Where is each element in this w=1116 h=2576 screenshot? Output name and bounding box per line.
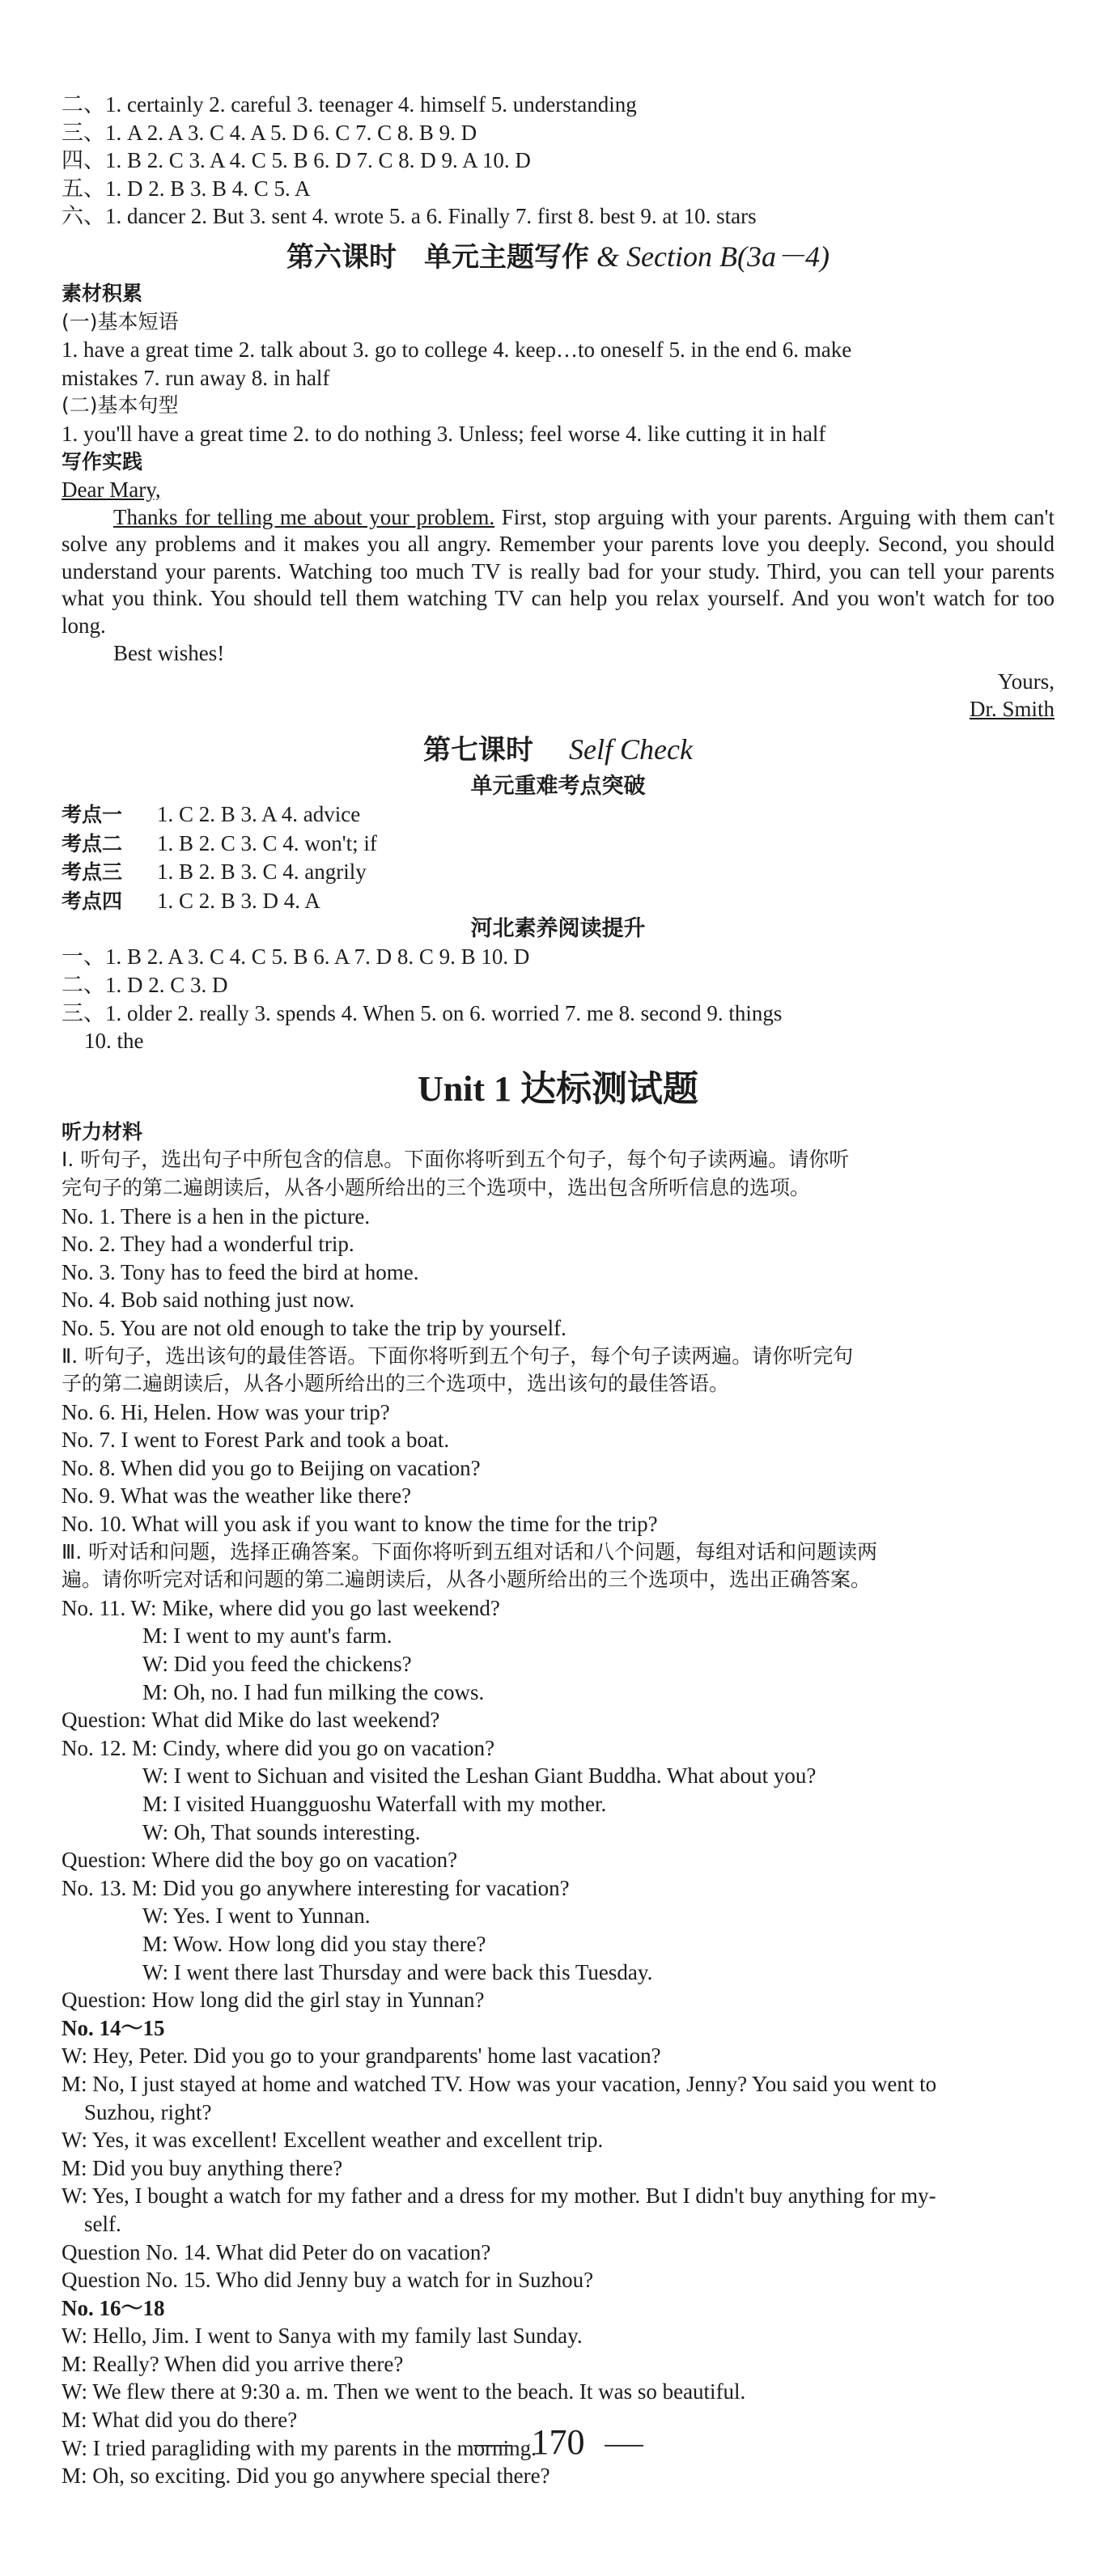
dialogue-line: M: Really? When did you arrive there?: [62, 2351, 404, 2376]
answer-line: 六、1. dancer 2. But 3. sent 4. wrote 5. a 6. Finally 7. first 8. best 9. at 10. stars: [62, 204, 757, 229]
dialogue-line: Question: How long did the girl stay in Yunnan?: [62, 1988, 485, 2013]
hebei-header: 河北素养阅读提升: [470, 916, 646, 942]
dialogue-line: M: I visited Huangguoshu Waterfall with my mother.: [142, 1792, 607, 1816]
listening-item: No. 8. When did you go to Beijing on vacation?: [62, 1455, 481, 1480]
listening-item: No. 3. Tony has to feed the bird at home.: [62, 1259, 419, 1284]
letter-body: [62, 504, 1054, 640]
answer-line: 一、1. B 2. A 3. C 4. C 5. B 6. A 7. D 8. C 9. B 10. D: [62, 944, 530, 970]
listening-item: No. 6. Hi, Helen. How was your trip?: [62, 1399, 390, 1424]
key-points-list: [62, 800, 1054, 915]
section-3-title: Ⅲ. 听对话和问题，选择正确答案。下面你将听到五组对话和八个问题，每组对话和问题读两: [62, 1539, 878, 1564]
dialogue-line: M: What did you do there?: [62, 2408, 298, 2433]
hebei-answers: [62, 943, 1054, 1055]
dialogue-line: M: Did you buy anything there?: [62, 2155, 343, 2180]
dialogue-line: W: Hello, Jim. I went to Sanya with my family last Sunday.: [62, 2323, 583, 2349]
key-point-answers: 1. C 2. B 3. A 4. advice: [157, 802, 361, 826]
dialogue-line: Question: What did Mike do last weekend?: [62, 1708, 440, 1733]
lesson-7-title: [62, 732, 1054, 768]
listening-header: 听力材料: [62, 1119, 143, 1144]
lesson-7-title-en: Self Check: [569, 733, 693, 766]
phrases-line: 1. have a great time 2. talk about 3. go to college 4. keep…to oneself 5. in the end 6. make: [62, 337, 852, 363]
letter-salutation: Dear Mary,: [62, 477, 161, 503]
phrases-line: mistakes 7. run away 8. in half: [62, 365, 330, 390]
dialogue-group-label: No. 14～15: [62, 2015, 165, 2040]
dialogue-line: W: We flew there at 9:30 a. m. Then we went to the beach. It was so beautiful.: [62, 2379, 746, 2404]
dialogue-line: No. 12. M: Cindy, where did you go on vacation?: [62, 1735, 495, 1760]
dialogue-line: W: Hey, Peter. Did you go to your grandparents' home last vacation?: [62, 2043, 661, 2069]
dialogue-line: No. 11. W: Mike, where did you go last weekend?: [62, 1595, 500, 1620]
key-point-row: [62, 830, 1054, 859]
key-points-header: 单元重难考点突破: [470, 774, 646, 799]
listening-item: No. 9. What was the weather like there?: [62, 1483, 412, 1509]
section-2-title: 子的第二遍朗读后，从各小题所给出的三个选项中，选出该句的最佳答语。: [62, 1372, 730, 1396]
answer-line: 五、1. D 2. B 3. B 4. C 5. A: [62, 176, 311, 201]
key-point-row: [62, 800, 1054, 830]
key-point-answers: 1. C 2. B 3. D 4. A: [157, 888, 320, 913]
section-2-items: [62, 1398, 1054, 1538]
letter-sign-yours: Yours,: [997, 668, 1054, 694]
listening-item: No. 10. What will you ask if you want to know the time for the trip?: [62, 1512, 658, 1537]
answer-line: 四、1. B 2. C 3. A 4. C 5. B 6. D 7. C 8. D 9. A 10. D: [62, 148, 531, 173]
key-point-label: 考点二: [62, 831, 123, 855]
dialogue-line: Question No. 15. Who did Jenny buy a watch for in Suzhou?: [62, 2268, 594, 2293]
section-1-items: [62, 1203, 1054, 1343]
dialogue-line: W: Yes, I bought a watch for my father and a dress for my mother. But I didn't buy anything for my-: [62, 2183, 936, 2209]
page-number-text: 170: [531, 2422, 585, 2462]
section-1-title: 完句子的第二遍朗读后，从各小题所给出的三个选项中，选出包含所听信息的选项。: [62, 1175, 811, 1199]
letter-closing: Best wishes!: [113, 641, 225, 666]
key-point-row: [62, 858, 1054, 887]
key-point-row: [62, 887, 1054, 916]
listening-item: No. 2. They had a wonderful trip.: [62, 1232, 354, 1257]
dialogue-line: Suzhou, right?: [84, 2099, 212, 2124]
key-point-label: 考点三: [62, 860, 123, 885]
unit-title: Unit 1 达标测试题: [417, 1068, 699, 1109]
dialogue-line: M: No, I just stayed at home and watched TV. How was your vacation, Jenny? You said you went to: [62, 2071, 937, 2096]
dialogue-group-label: No. 16～18: [62, 2295, 165, 2320]
answer-line: 三、1. older 2. really 3. spends 4. When 5. on 6. worried 7. me 8. second 9. things: [62, 1000, 783, 1025]
page-number: [0, 2420, 1116, 2465]
dialogue-line: W: Oh, That sounds interesting.: [142, 1819, 421, 1844]
lesson-6-title-cn: 第六课时 单元主题写作: [286, 240, 590, 274]
letter-body-underlined: Thanks for telling me about your problem.: [113, 504, 495, 529]
key-point-label: 考点四: [62, 889, 123, 913]
listening-item: No. 7. I went to Forest Park and took a boat.: [62, 1428, 450, 1453]
dialogue-line: self.: [84, 2211, 121, 2236]
letter-sign-name: Dr. Smith: [969, 697, 1054, 722]
dialogue-line: Question: Where did the boy go on vacation?: [62, 1848, 458, 1873]
listening-item: No. 4. Bob said nothing just now.: [62, 1288, 355, 1313]
section-1-title: Ⅰ. 听句子，选出句子中所包含的信息。下面你将听到五个句子，每个句子读两遍。请你听: [62, 1148, 850, 1172]
key-point-label: 考点一: [62, 803, 123, 826]
dialogue-line: M: I went to my aunt's farm.: [142, 1623, 393, 1649]
dialogue-line: W: I went to Sichuan and visited the Leshan Giant Buddha. What about you?: [142, 1763, 817, 1789]
lesson-7-title-cn: 第七课时: [423, 734, 534, 766]
lesson-6-title: [62, 239, 1054, 275]
dialogue-line: M: Oh, no. I had fun milking the cows.: [142, 1679, 485, 1704]
page-number-dash: [473, 2445, 512, 2447]
writing-header: 写作实践: [62, 449, 143, 473]
dialogue-line: No. 13. M: Did you go anywhere interesting for vacation?: [62, 1875, 570, 1900]
answers-block-1: [62, 91, 1054, 231]
section-2-title: Ⅱ. 听句子，选出该句的最佳答语。下面你将听到五个句子，每个句子读两遍。请你听完句: [62, 1343, 854, 1368]
section-3-title: 遍。请你听完对话和问题的第二遍朗读后，从各小题所给出的三个选项中，选出正确答案。: [62, 1568, 872, 1592]
sentences-line: 1. you'll have a great time 2. to do nothing 3. Unless; feel worse 4. like cutting it in half: [62, 421, 826, 446]
key-point-answers: 1. B 2. B 3. C 4. angrily: [157, 859, 367, 885]
sentences-header: (二)基本句型: [62, 393, 179, 418]
listening-item: No. 5. You are not old enough to take the trip by yourself.: [62, 1315, 566, 1340]
letter-body-rest: First, stop arguing with your parents. Arguing with them can't solve any problems and it makes you all angry. Remember your parents love you deeply. Second, you should understand your parents. Watching too much TV is really bad for your study. Third, you can tell your parents what you think. You should tell them watching TV can help you relax yourself. And you won't watch for too long.: [62, 504, 1055, 638]
dialogue-line: M: Wow. How long did you stay there?: [142, 1931, 486, 1956]
answer-line: 二、1. certainly 2. careful 3. teenager 4. himself 5. understanding: [62, 92, 637, 117]
material-header: 素材积累: [62, 281, 143, 305]
dialogue-line: Question No. 14. What did Peter do on vacation?: [62, 2239, 491, 2264]
answer-line: 三、1. A 2. A 3. C 4. A 5. D 6. C 7. C 8. B 9. D: [62, 120, 477, 145]
answer-line: 10. the: [84, 1029, 144, 1054]
dialogue-line: M: Oh, so exciting. Did you go anywhere special there?: [62, 2464, 550, 2489]
phrases-header: (一)基本短语: [62, 309, 179, 333]
key-point-answers: 1. B 2. C 3. C 4. won't; if: [157, 830, 377, 855]
dialogue-line: W: Did you feed the chickens?: [142, 1652, 412, 1677]
page-number-dash: [605, 2445, 643, 2447]
dialogue-line: W: I went there last Thursday and were back this Tuesday.: [142, 1959, 653, 1984]
lesson-6-title-en: & Section B(3a－4): [596, 240, 830, 273]
section-3-dialogues: [62, 1594, 1054, 2490]
listening-item: No. 1. There is a hen in the picture.: [62, 1203, 371, 1229]
dialogue-line: W: I tried paragliding with my parents in the morning.: [62, 2435, 537, 2460]
dialogue-line: W: Yes. I went to Yunnan.: [142, 1903, 371, 1929]
dialogue-line: W: Yes, it was excellent! Excellent weather and excellent trip.: [62, 2128, 604, 2153]
answer-line: 二、1. D 2. C 3. D: [62, 972, 228, 997]
